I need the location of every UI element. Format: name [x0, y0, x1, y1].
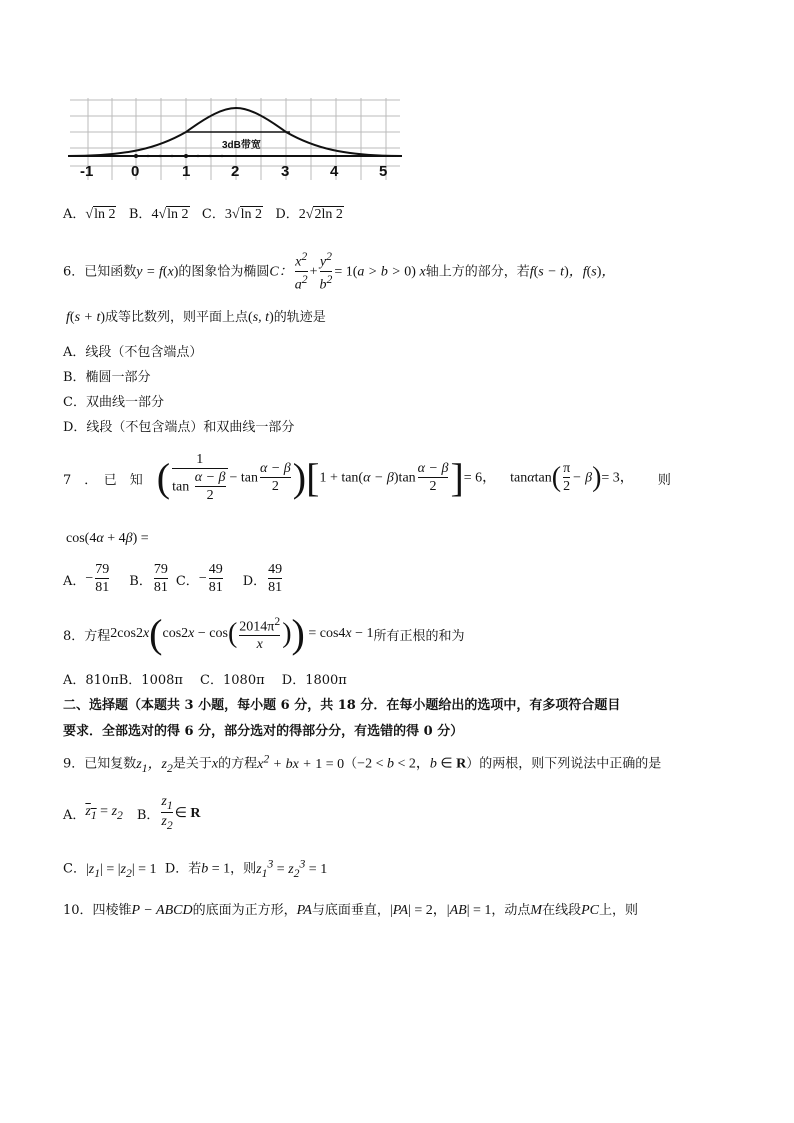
q6-option-a: A．线段（不包含端点） — [63, 345, 203, 360]
q6-stem-line2: f(s + t)成等比数列，则平面上点(s, t)的轨迹是 — [66, 310, 326, 325]
q7-stem-line1: 7 ． 已 知 ( 1 tan $\frac{\alpha - \beta}{2}$ − tan $\frac{\alpha - \beta}{2}$ )[1 + tan(α − β)tan $\frac{\alpha - \beta}{2}$ ]= 6， tanαtan( $\frac{\pi}{2}$ − β)= 3， 则 — [63, 451, 671, 504]
q9-options-cd: C．$|z_1| = |z_2| = 1$ D．若b = 1，则$z_1^3 = z_2^3 = 1$ — [63, 857, 328, 880]
q9-options-ab: A． $z_1 = z_2$ B． $\frac{z_1}{z_2}$ ∈ R — [63, 794, 201, 833]
q5-options: A．√ln 2 B．4√ln 2 C．3√ln 2 D．2√2ln 2 — [63, 207, 343, 222]
tick-label: 5 — [379, 163, 388, 180]
q7-options: A． − $\frac{79}{81}$ B． $\frac{79}{81}$ C． − $\frac{49}{81}$ D． $\frac{49}{81}$ — [63, 562, 283, 596]
section2-heading-line2: 要求．全部选对的得 6 分，部分选对的得部分分，有选错的得 0 分） — [63, 724, 464, 739]
tick-label: 0 — [131, 163, 140, 180]
tick-label: -1 — [80, 163, 94, 180]
q9-stem: 9．已知复数$z_1$，$z_2$是关于x的方程$x^2$ + bx + 1 = 0（−2 < b < 2，b ∈ R）的两根，则下列说法中正确的是 — [63, 752, 662, 775]
q6-option-b: B．椭圆一部分 — [63, 370, 151, 385]
q7-stem-line2: cos(4α + 4β) = — [66, 531, 149, 546]
q10-stem: 10．四棱锥P − ABCD的底面为正方形，PA与底面垂直，|PA| = 2，|AB| = 1，动点M在线段PC上，则 — [63, 903, 638, 918]
q8-stem: 8．方程 2cos2x(cos2x − cos( $\frac{2014\pi^2}{x}$ )) = cos4x − 1 所有正根的和为 — [63, 611, 465, 656]
tick-label: 1 — [182, 163, 191, 180]
tick-label: 3 — [281, 163, 290, 180]
q6-option-c: C．双曲线一部分 — [63, 395, 164, 410]
tick-label: 4 — [330, 163, 339, 180]
band-label: 3dB带宽 — [222, 140, 261, 151]
q6-option-d: D．线段（不包含端点）和双曲线一部分 — [63, 420, 295, 435]
q6-stem-line1: 6．已知函数y = f(x)的图象恰为椭圆C： $\frac{x^2}{a^2}$ + $\frac{y^2}{b^2}$ = 1(a > b > 0) x轴上方的部分，若f(s − t)，f(s)， — [63, 250, 616, 293]
bandwidth-figure — [68, 96, 402, 184]
tick-label: 2 — [231, 163, 240, 180]
q8-options: A．810πB．1008π C．1080π D．1800π — [63, 673, 347, 688]
section2-heading-line1: 二、选择题（本题共 3 小题，每小题 6 分，共 18 分．在每小题给出的选项中，有多项符合题目 — [63, 698, 621, 713]
